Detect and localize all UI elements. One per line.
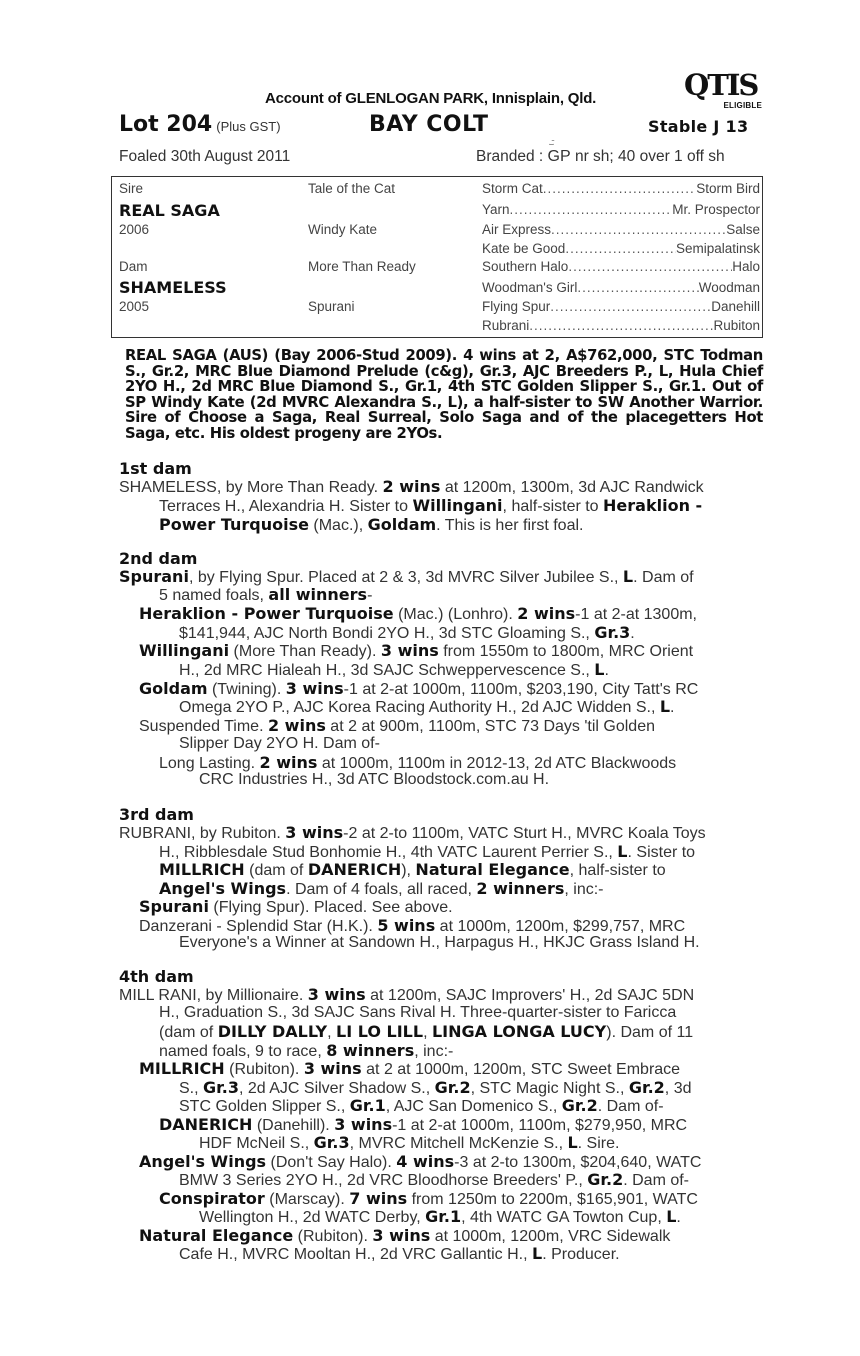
sire-year: 2006 <box>119 222 150 237</box>
text-line: Willingani (More Than Ready). 3 wins from 1550m to 1800m, MRC Orient <box>139 641 694 660</box>
brand-letters: GP <box>547 148 571 165</box>
great-grandparent-row <box>482 202 760 217</box>
ggp-right: Rubiton <box>713 318 760 333</box>
qtis-logo-text: QTIS <box>684 68 758 102</box>
ggp-left: Woodman's Girl <box>482 280 578 295</box>
text-line: Terraces H., Alexandria H. Sister to Willingani, half-sister to Heraklion - <box>159 496 703 515</box>
text-line: MILLRICH (Rubiton). 3 wins at 2 at 1000m, 1200m, STC Sweet Embrace <box>139 1059 681 1078</box>
great-grandparent-row <box>482 299 760 314</box>
branded-suffix: nr sh; 40 over 1 off sh <box>574 148 725 165</box>
ggp-left: Flying Spur <box>482 299 551 314</box>
great-grandparent-row <box>482 280 760 295</box>
great-grandparent-row <box>482 318 760 333</box>
ggp-left: Air Express <box>482 222 552 237</box>
sire-name: REAL SAGA <box>119 201 220 220</box>
text-line: MILL RANI, by Millionaire. 3 wins at 1200m, SAJC Improvers' H., 2d SAJC 5DN <box>119 985 695 1004</box>
text-line: STC Golden Slipper S., Gr.1, AJC San Domenico S., Gr.2. Dam of- <box>179 1096 664 1115</box>
text-line: Everyone's a Winner at Sandown H., Harpagus H., HKJC Grass Island H. <box>179 934 700 951</box>
stable-number: Stable J 13 <box>648 117 749 136</box>
text-line: Goldam (Twining). 3 wins-1 at 2-at 1000m, 1100m, $203,190, City Tatt's RC <box>139 679 699 698</box>
grandparent-3: More Than Ready <box>308 259 416 274</box>
ggp-right: Mr. Prospector <box>672 202 760 217</box>
text-line: Angel's Wings (Don't Say Halo). 4 wins-3 at 2-to 1300m, $204,640, WATC <box>139 1152 702 1171</box>
text-line: Long Lasting. 2 wins at 1000m, 1100m in 2012-13, 2d ATC Blackwoods <box>159 753 677 772</box>
great-grandparent-row <box>482 222 760 237</box>
ggp-right: Woodman <box>698 280 760 295</box>
great-grandparent-row <box>482 181 760 196</box>
section-second-dam: 2nd dam <box>119 549 198 568</box>
ggp-left: Storm Cat <box>482 181 543 196</box>
lot-label: Lot 204 <box>119 112 213 137</box>
text-line: $141,944, AJC North Bondi 2YO H., 3d STC Gloaming S., Gr.3. <box>179 623 635 642</box>
text-line: SHAMELESS, by More Than Ready. 2 wins at 1200m, 1300m, 3d AJC Randwick <box>119 477 704 496</box>
text-line: Spurani (Flying Spur). Placed. See above. <box>139 897 453 916</box>
ggp-left: Rubrani <box>482 318 530 333</box>
dam-year: 2005 <box>119 299 150 314</box>
ggp-right: Halo <box>732 259 760 274</box>
text-line: MILLRICH (dam of DANERICH), Natural Elegance, half-sister to <box>159 860 666 879</box>
text-line: Wellington H., 2d WATC Derby, Gr.1, 4th WATC GA Towton Cup, L. <box>199 1207 681 1226</box>
text-line: HDF McNeil S., Gr.3, MVRC Mitchell McKenzie S., L. Sire. <box>199 1133 620 1152</box>
ggp-left: Southern Halo <box>482 259 569 274</box>
text-line: H., Graduation S., 3d SAJC Sans Rival H. Three-quarter-sister to Faricca <box>159 1004 677 1021</box>
text-line: Cafe H., MVRC Mooltan H., 2d VRC Gallantic H., L. Producer. <box>179 1244 620 1263</box>
brand-mark: ⌣̄ GP <box>547 139 571 165</box>
text-line: named foals, 9 to race, 8 winners, inc:- <box>159 1041 454 1060</box>
dam-name: SHAMELESS <box>119 278 227 297</box>
qtis-eligible-text: ELIGIBLE <box>723 101 762 110</box>
dam-label: Dam <box>119 259 148 274</box>
text-line: Angel's Wings. Dam of 4 foals, all raced, 2 winners, inc:- <box>159 879 604 898</box>
ggp-right: Semipalatinsk <box>675 241 760 256</box>
consignor-account: Account of GLENLOGAN PARK, Innisplain, Qld. <box>265 90 597 107</box>
great-grandparent-row <box>482 259 760 274</box>
brand-info <box>476 139 725 166</box>
ggp-right: Salse <box>726 222 760 237</box>
text-line: Conspirator (Marscay). 7 wins from 1250m to 2200m, $165,901, WATC <box>159 1189 698 1208</box>
text-line: BMW 3 Series 2YO H., 2d VRC Bloodhorse Breeders' P., Gr.2. Dam of- <box>179 1170 690 1189</box>
text-line: Suspended Time. 2 wins at 2 at 900m, 1100m, STC 73 Days 'til Golden <box>139 716 655 735</box>
lot-number <box>119 112 281 137</box>
text-line: 5 named foals, all winners- <box>159 585 373 604</box>
branded-prefix: Branded : <box>476 148 544 165</box>
sire-label: Sire <box>119 181 144 196</box>
text-line: S., Gr.3, 2d AJC Silver Shadow S., Gr.2, STC Magic Night S., Gr.2, 3d <box>179 1078 692 1097</box>
sire-summary: REAL SAGA (AUS) (Bay 2006-Stud 2009). 4 wins at 2, A$762,000, STC Todman S., Gr.2, MRC Blue Diamond Prelude (c&g), Gr.3, AJC Breeders P., L, Hula Chief 2YO H., 2d MRC Blue Diamond S., Gr.1, 4th STC Golden Slipper S., Gr.1. Out of SP Windy Kate (2d MVRC Alexandra S., L), a half-sister to SW Another Warrior. Sire of Choose a Saga, Real Surreal, Solo Saga and of the placegetters Hot Saga, etc. His oldest progeny are 2YOs. <box>125 347 763 442</box>
text-line: RUBRANI, by Rubiton. 3 wins-2 at 2-to 1100m, VATC Sturt H., MVRC Koala Toys <box>119 823 706 842</box>
foaled-date: Foaled 30th August 2011 <box>119 148 291 165</box>
horse-description: BAY COLT <box>369 112 489 137</box>
text-line: H., 2d MRC Hialeah H., 3d SAJC Schweppervescence S., L. <box>179 660 609 679</box>
section-third-dam: 3rd dam <box>119 805 194 824</box>
text-line: Spurani, by Flying Spur. Placed at 2 & 3, 3d MVRC Silver Jubilee S., L. Dam of <box>119 567 694 586</box>
section-fourth-dam: 4th dam <box>119 967 194 986</box>
ggp-left: Yarn <box>482 202 510 217</box>
text-line: H., Ribblesdale Stud Bonhomie H., 4th VATC Laurent Perrier S., L. Sister to <box>159 842 696 861</box>
text-line: (dam of DILLY DALLY, LI LO LILL, LINGA LONGA LUCY). Dam of 11 <box>159 1022 694 1041</box>
ggp-right: Storm Bird <box>696 181 760 196</box>
great-grandparent-row <box>482 241 760 256</box>
pedigree-table <box>111 176 763 338</box>
ggp-left: Kate be Good <box>482 241 566 256</box>
text-line: DANERICH (Danehill). 3 wins-1 at 2-at 1000m, 1100m, $279,950, MRC <box>159 1115 688 1134</box>
grandparent-1: Tale of the Cat <box>308 181 396 196</box>
grandparent-4: Spurani <box>308 299 355 314</box>
text-line: Slipper Day 2YO H. Dam of- <box>179 735 380 752</box>
text-line: Power Turquoise (Mac.), Goldam. This is her first foal. <box>159 515 584 534</box>
text-line: Heraklion - Power Turquoise (Mac.) (Lonhro). 2 wins-1 at 2-at 1300m, <box>139 604 697 623</box>
lot-note: (Plus GST) <box>216 119 281 134</box>
qtis-logo <box>684 68 762 110</box>
text-line: CRC Industries H., 3d ATC Bloodstock.com.au H. <box>199 771 550 788</box>
text-line: Danzerani - Splendid Star (H.K.). 5 wins at 1000m, 1200m, $299,757, MRC <box>139 916 686 935</box>
grandparent-2: Windy Kate <box>308 222 378 237</box>
text-line: Omega 2YO P., AJC Korea Racing Authority H., 2d AJC Widden S., L. <box>179 697 675 716</box>
ggp-right: Danehill <box>711 299 760 314</box>
section-first-dam: 1st dam <box>119 459 192 478</box>
text-line: Natural Elegance (Rubiton). 3 wins at 1000m, 1200m, VRC Sidewalk <box>139 1226 671 1245</box>
